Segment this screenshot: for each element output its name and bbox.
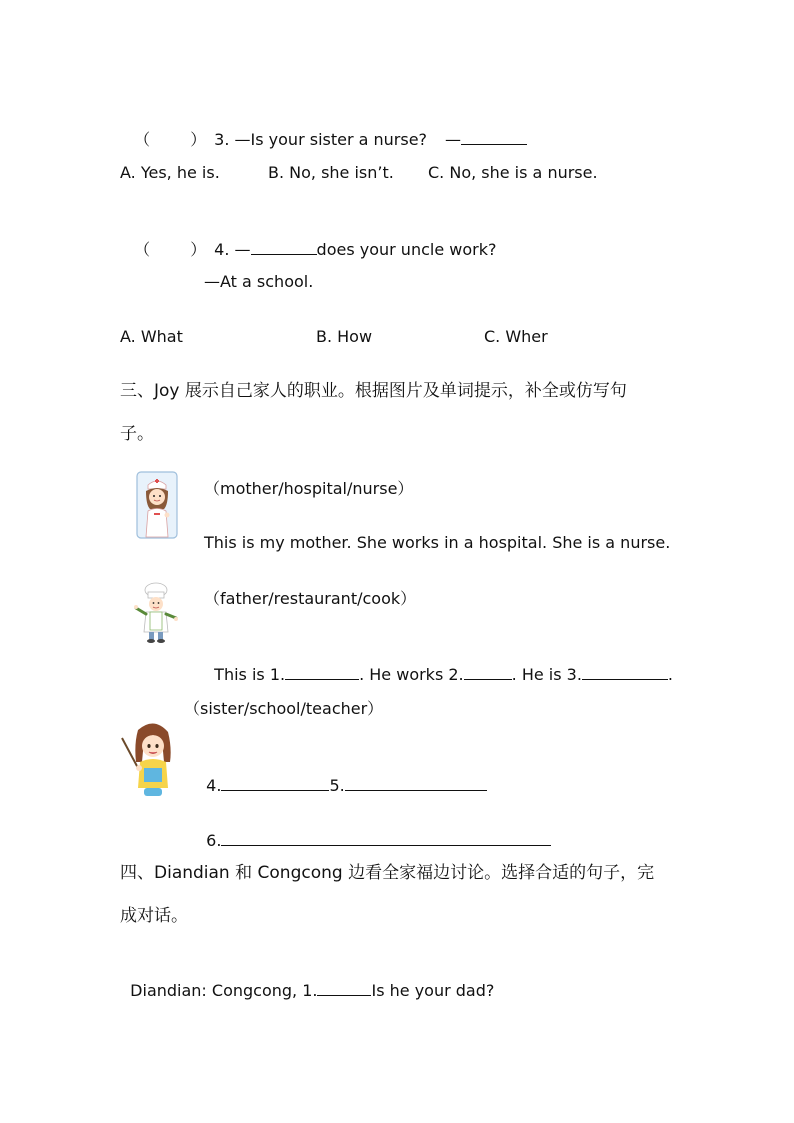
q3-stem: 3. —Is your sister a nurse? xyxy=(214,130,428,149)
q4-stem-suffix: does your uncle work? xyxy=(316,240,497,259)
teacher-illustration xyxy=(118,718,174,798)
item2-part4: . xyxy=(667,665,673,684)
item2-part3: . He is 3. xyxy=(511,665,582,684)
item1-hint: （mother/hospital/nurse） xyxy=(204,479,414,498)
item3-blank-6[interactable] xyxy=(221,830,551,846)
q4-option-b: B. How xyxy=(316,327,373,346)
q4-question xyxy=(204,217,496,261)
item2-sentence xyxy=(204,642,673,686)
q4-answer-blank[interactable] xyxy=(251,239,317,255)
dialog-blank-1[interactable] xyxy=(317,980,371,996)
section4-title-line1: 四、Diandian 和 Congcong 边看全家福边讨论。选择合适的句子，完 xyxy=(120,863,655,883)
section3-title-line1: 三、Joy 展示自己家人的职业。根据图片及单词提示，补全或仿写句 xyxy=(120,381,627,401)
dialog-suffix: Is he your dad? xyxy=(371,981,495,1000)
item2-blank-1[interactable] xyxy=(285,664,359,680)
item3-hint: （sister/school/teacher） xyxy=(184,699,384,718)
item2-part1: This is 1. xyxy=(214,665,286,684)
item1-example: This is my mother. She works in a hospital. She is a nurse. xyxy=(204,533,671,552)
answer-paren-open: （ xyxy=(134,130,151,149)
item3-blank-4[interactable] xyxy=(221,775,329,791)
q4-stem-line xyxy=(124,217,206,261)
item3-num5: 5. xyxy=(329,776,345,795)
answer-paren-close: ） xyxy=(190,130,207,149)
q3-answer-dash: — xyxy=(445,130,462,149)
item2-blank-3[interactable] xyxy=(582,664,668,680)
q3-answer-blank[interactable] xyxy=(461,129,527,145)
item3-num4: 4. xyxy=(206,776,222,795)
answer-paren-open: （ xyxy=(134,240,151,259)
item2-hint: （father/restaurant/cook） xyxy=(204,589,417,608)
nurse-illustration xyxy=(136,471,178,539)
q3-stem-line xyxy=(124,107,206,151)
q4-option-c: C. Wher xyxy=(484,327,548,346)
cook-illustration xyxy=(132,582,180,644)
answer-paren-close: ） xyxy=(190,240,207,259)
item3-line1 xyxy=(196,753,487,797)
q4-stem-prefix: 4. — xyxy=(214,240,251,259)
item3-blank-5[interactable] xyxy=(345,775,487,791)
q3-option-b: B. No, she isn’t. xyxy=(268,163,394,182)
q3-question xyxy=(204,107,527,151)
q4-option-a: A. What xyxy=(120,327,183,346)
section4-dialog-1 xyxy=(120,958,494,1002)
dialog-prefix: Diandian: Congcong, 1. xyxy=(130,981,318,1000)
q4-reply: —At a school. xyxy=(204,272,314,291)
item2-blank-2[interactable] xyxy=(464,664,512,680)
q3-option-a: A. Yes, he is. xyxy=(120,163,220,182)
item3-line2 xyxy=(196,808,551,852)
item3-num6: 6. xyxy=(206,831,222,850)
section3-title-line2: 子。 xyxy=(120,424,154,444)
item2-part2: . He works 2. xyxy=(359,665,464,684)
q3-option-c: C. No, she is a nurse. xyxy=(428,163,598,182)
section4-title-line2: 成对话。 xyxy=(120,906,188,926)
